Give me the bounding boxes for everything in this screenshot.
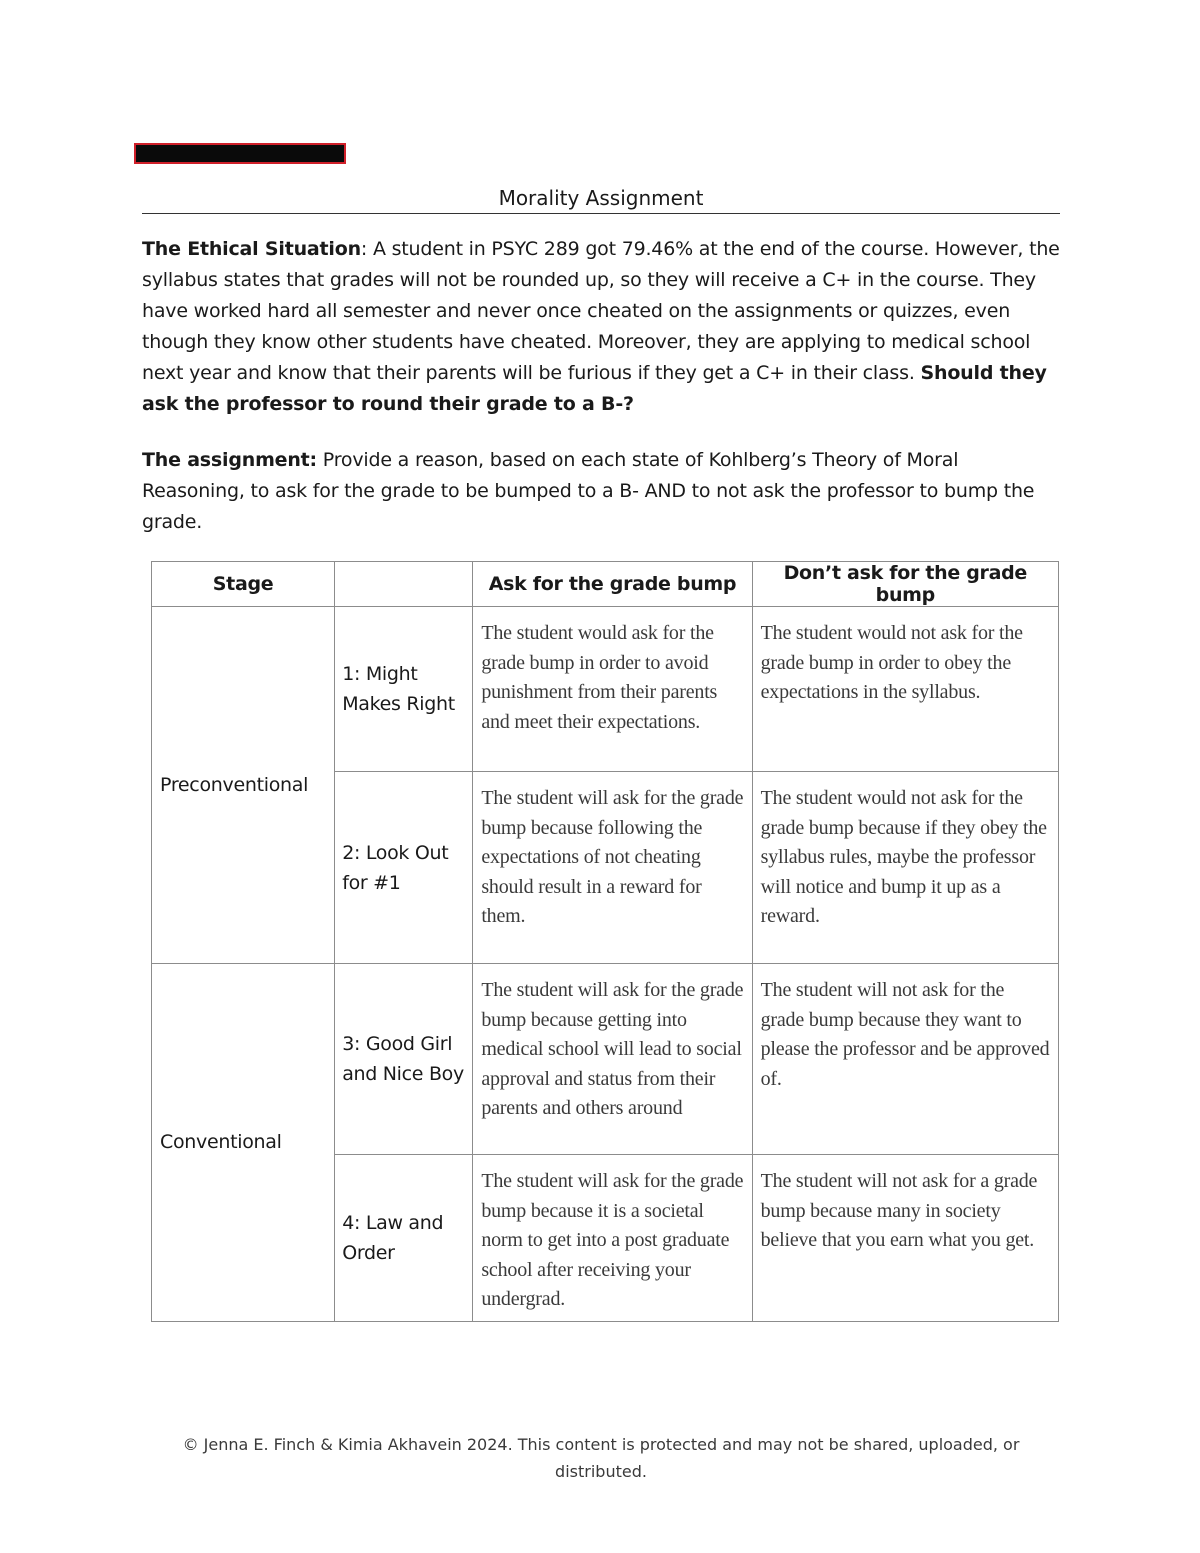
- dont-ask-reason-cell: The student would not ask for the grade bump in order to obey the expectations in the syllabus.: [752, 607, 1058, 772]
- assignment-paragraph: [142, 445, 1060, 538]
- situation-question: Should they ask the professor to round their grade to a B-?: [142, 362, 1047, 415]
- dont-ask-reason-cell: The student will not ask for the grade bump because they want to please the professor and be approved of.: [752, 964, 1058, 1155]
- substage-cell: 2: Look Out for #1: [335, 772, 473, 964]
- header-ask: Ask for the grade bump: [473, 562, 752, 607]
- assignment-text: Provide a reason, based on each state of Kohlberg’s Theory of Moral Reasoning, to ask for the grade to be bumped to a B- AND to not ask the professor to bump the grade.: [142, 449, 1035, 533]
- header-substage: [335, 562, 473, 607]
- page-title: Morality Assignment: [498, 186, 704, 210]
- substage-cell: 4: Law and Order: [335, 1155, 473, 1322]
- table-row: [152, 607, 1059, 772]
- header-stage: Stage: [152, 562, 335, 607]
- situation-text: A student in PSYC 289 got 79.46% at the end of the course. However, the syllabus states that grades will not be rounded up, so they will receive a C+ in the course. They have worked hard all semester and never once cheated on the assignments or quizzes, even though they know other students have cheated. Moreover, they are applying to medical school next year and know that their parents will be furious if they get a C+ in their class.: [142, 238, 1060, 384]
- stage-group-conventional: Conventional: [152, 964, 335, 1322]
- substage-cell: 1: Might Makes Right: [335, 607, 473, 772]
- situation-label-sep: :: [360, 238, 368, 260]
- title-underline: [142, 213, 1060, 214]
- ask-reason-cell: The student will ask for the grade bump because it is a societal norm to get into a post graduate school after receiving your undergrad.: [473, 1155, 752, 1322]
- table-header-row: [152, 562, 1059, 607]
- ask-reason-cell: The student will ask for the grade bump because following the expectations of not cheating should result in a reward for them.: [473, 772, 752, 964]
- table-row: [152, 964, 1059, 1155]
- kohlberg-stages-table: [151, 561, 1059, 1322]
- ethical-situation-paragraph: [142, 234, 1060, 420]
- dont-ask-reason-cell: The student would not ask for the grade bump because if they obey the syllabus rules, maybe the professor will notice and bump it up as a reward.: [752, 772, 1058, 964]
- header-dont-ask: Don’t ask for the grade bump: [752, 562, 1058, 607]
- ask-reason-cell: The student will ask for the grade bump because getting into medical school will lead to social approval and status from their parents and others around: [473, 964, 752, 1155]
- assignment-label: The assignment:: [142, 449, 317, 471]
- dont-ask-reason-cell: The student will not ask for a grade bump because many in society believe that you earn what you get.: [752, 1155, 1058, 1322]
- ask-reason-cell: The student would ask for the grade bump in order to avoid punishment from their parents and meet their expectations.: [473, 607, 752, 772]
- copyright-footer: © Jenna E. Finch & Kimia Akhavein 2024. This content is protected and may not be shared, uploaded, or distributed.: [182, 1435, 1020, 1481]
- situation-label: The Ethical Situation: [142, 238, 361, 260]
- redaction-bar: [134, 143, 346, 164]
- stage-group-preconventional: Preconventional: [152, 607, 335, 964]
- substage-cell: 3: Good Girl and Nice Boy: [335, 964, 473, 1155]
